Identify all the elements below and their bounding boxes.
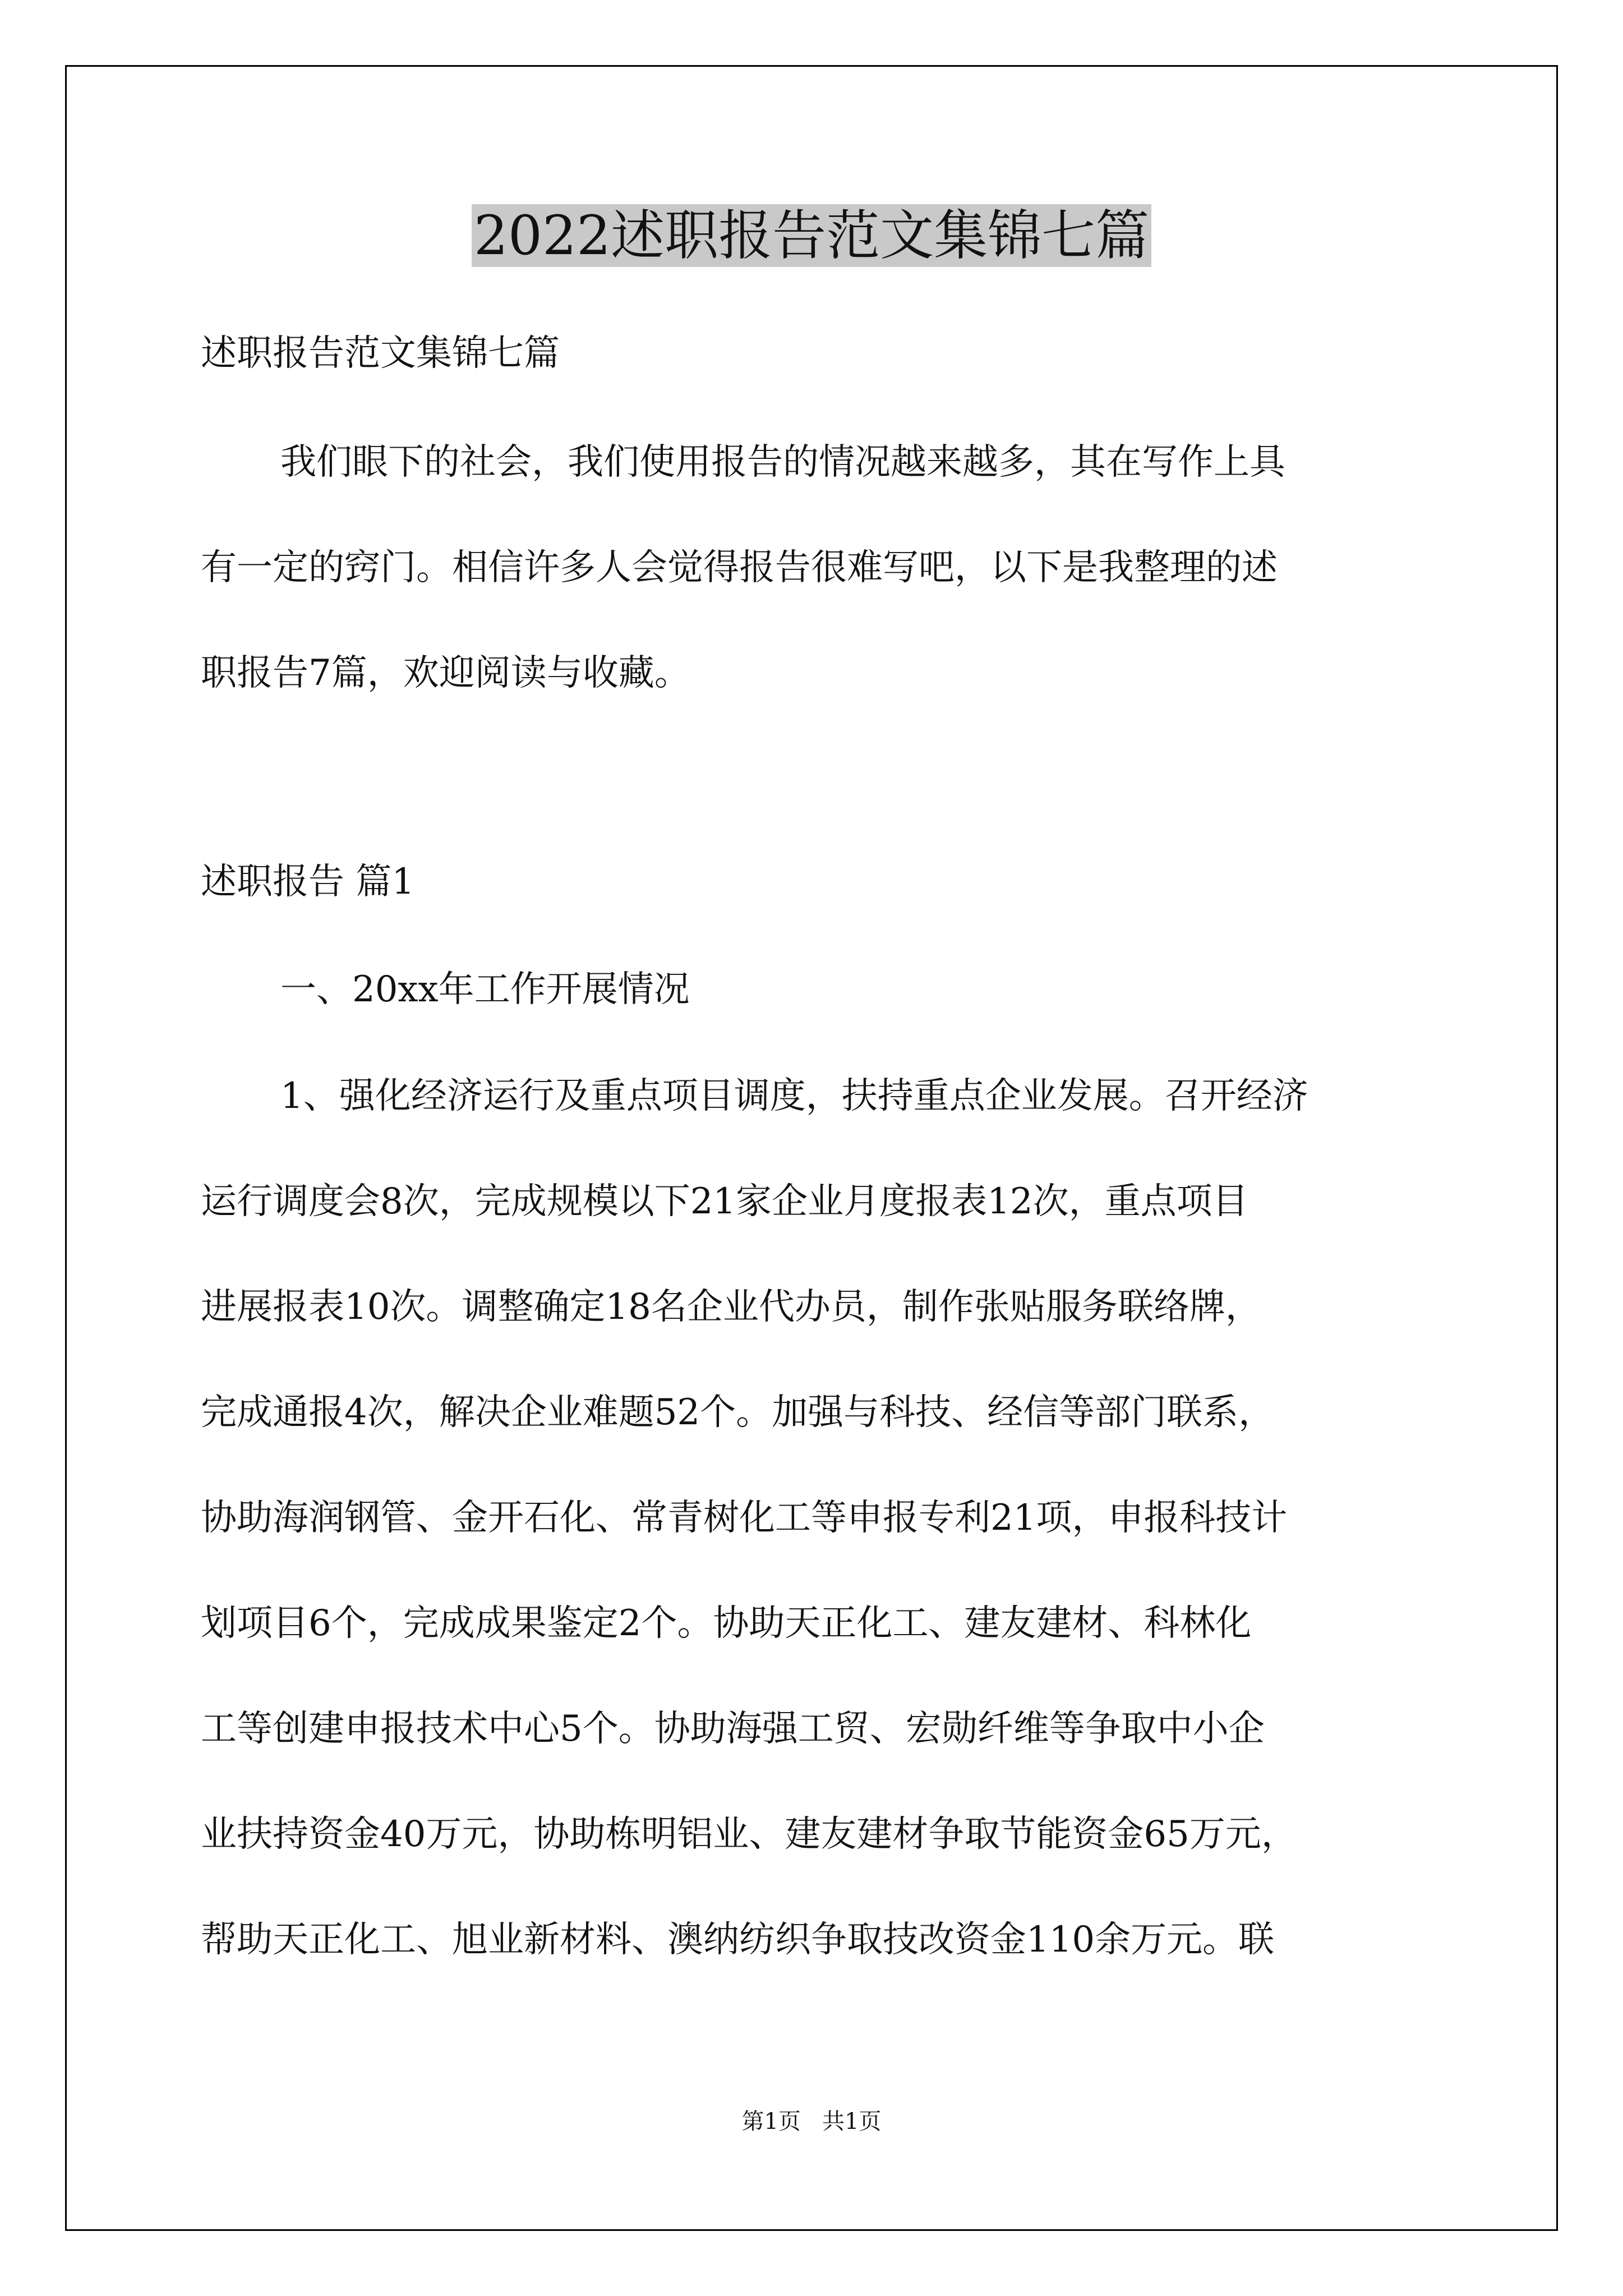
page-number-footer: 第1页 共1页 [741, 2109, 882, 2134]
intro-line-1: 我们眼下的社会，我们使用报告的情况越来越多，其在写作上具 [280, 441, 1285, 483]
paragraph-line-6: 划项目6个，完成成果鉴定2个。协助天正化工、建友建材、科林化 [201, 1603, 1252, 1644]
paragraph-line-9: 帮助天正化工、旭业新材料、澳纳纺织争取技改资金110余万元。联 [201, 1919, 1275, 1961]
document-title-text: 2022述职报告范文集锦七篇 [472, 204, 1151, 267]
document-title [0, 196, 1623, 275]
section-heading: 述职报告 篇1 [201, 861, 415, 903]
intro-line-2: 有一定的窍门。相信许多人会觉得报告很难写吧，以下是我整理的述 [201, 547, 1278, 588]
paragraph-line-2: 运行调度会8次，完成规模以下21家企业月度报表12次，重点项目 [201, 1181, 1248, 1222]
paragraph-line-4: 完成通报4次，解决企业难题52个。加强与科技、经信等部门联系， [201, 1392, 1275, 1433]
subsection-heading: 一、20xx年工作开展情况 [280, 969, 690, 1010]
document-subtitle: 述职报告范文集锦七篇 [201, 333, 560, 374]
paragraph-line-3: 进展报表10次。调整确定18名企业代办员，制作张贴服务联络牌， [201, 1286, 1261, 1328]
paragraph-line-7: 工等创建申报技术中心5个。协助海强工贸、宏勋纤维等争取中小企 [201, 1708, 1265, 1750]
page-border [65, 65, 1558, 2231]
paragraph-line-8: 业扶持资金40万元，协助栋明铝业、建友建材争取节能资金65万元， [201, 1814, 1297, 1855]
intro-line-3: 职报告7篇，欢迎阅读与收藏。 [201, 652, 690, 694]
paragraph-line-5: 协助海润钢管、金开石化、常青树化工等申报专利21项，申报科技计 [201, 1497, 1288, 1539]
paragraph-line-1: 1、强化经济运行及重点项目调度，扶持重点企业发展。召开经济 [280, 1075, 1308, 1117]
